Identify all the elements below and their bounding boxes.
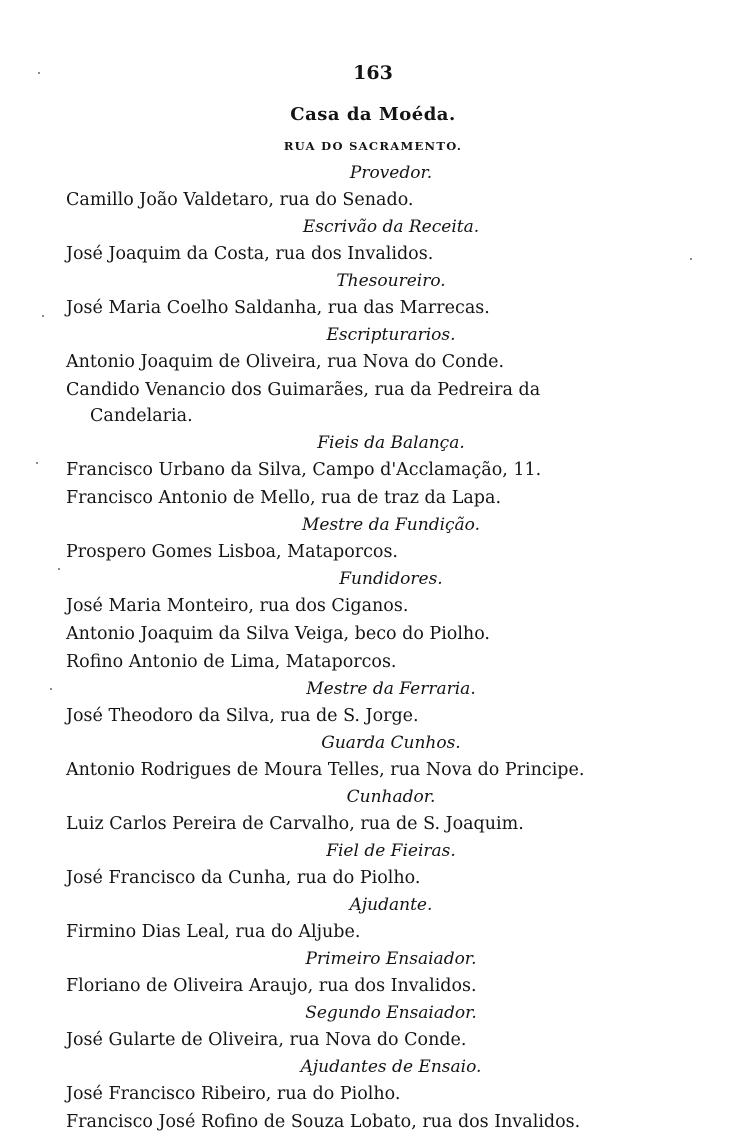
role-heading: Fiel de Fieiras. — [326, 841, 456, 861]
role-heading: Ajudantes de Ensaio. — [300, 1057, 482, 1077]
person-entry: José Maria Monteiro, rua dos Ciganos. — [66, 596, 409, 616]
scan-speck — [690, 258, 692, 260]
person-entry: Antonio Rodrigues de Moura Telles, rua Nova do Principe. — [66, 760, 585, 780]
person-entry: José Maria Coelho Saldanha, rua das Marrecas. — [66, 298, 490, 318]
person-entry: Candido Venancio dos Guimarães, rua da Pedreira da — [66, 380, 541, 400]
role-heading: Fieis da Balança. — [317, 433, 465, 453]
entry-continuation: Candelaria. — [90, 406, 193, 426]
role-heading: Guarda Cunhos. — [321, 733, 461, 753]
person-entry: José Theodoro da Silva, rua de S. Jorge. — [66, 706, 419, 726]
person-entry: Luiz Carlos Pereira de Carvalho, rua de S. Joaquim. — [66, 814, 524, 834]
person-entry: Francisco José Rofino de Souza Lobato, rua dos Invalidos. — [66, 1112, 581, 1132]
role-heading: Escrivão da Receita. — [302, 217, 480, 237]
person-entry: José Joaquim da Costa, rua dos Invalidos. — [66, 244, 434, 264]
person-entry: Camillo João Valdetaro, rua do Senado. — [66, 190, 414, 210]
role-heading: Provedor. — [349, 163, 433, 183]
person-entry: Antonio Joaquim de Oliveira, rua Nova do Conde. — [66, 352, 505, 372]
role-heading: Thesoureiro. — [336, 271, 446, 291]
scan-speck — [38, 72, 40, 74]
role-heading: Segundo Ensaiador. — [305, 1003, 477, 1023]
person-entry: Francisco Urbano da Silva, Campo d'Acclamação, 11. — [66, 460, 542, 480]
scan-speck — [36, 462, 38, 464]
person-entry: Rofino Antonio de Lima, Mataporcos. — [66, 652, 397, 672]
person-entry: Prospero Gomes Lisboa, Mataporcos. — [66, 542, 398, 562]
role-heading: Mestre da Fundição. — [301, 515, 481, 535]
role-heading: Ajudante. — [349, 895, 433, 915]
page-number: 163 — [353, 62, 393, 84]
page-title: Casa da Moéda. — [290, 104, 456, 125]
person-entry: Firmino Dias Leal, rua do Aljube. — [66, 922, 361, 942]
person-entry: Antonio Joaquim da Silva Veiga, beco do Piolho. — [66, 624, 490, 644]
person-entry: Floriano de Oliveira Araujo, rua dos Invalidos. — [66, 976, 477, 996]
scan-speck — [50, 688, 52, 690]
person-entry: Francisco Antonio de Mello, rua de traz da Lapa. — [66, 488, 502, 508]
person-entry: José Francisco Ribeiro, rua do Piolho. — [66, 1084, 401, 1104]
directory-entries — [0, 160, 746, 1136]
scan-speck — [58, 568, 60, 570]
scan-speck — [42, 315, 44, 317]
role-heading: Mestre da Ferraria. — [306, 679, 476, 699]
role-heading: Fundidores. — [339, 569, 443, 589]
role-heading: Cunhador. — [346, 787, 436, 807]
person-entry: José Gularte de Oliveira, rua Nova do Conde. — [66, 1030, 467, 1050]
role-heading: Primeiro Ensaiador. — [305, 949, 477, 969]
person-entry: José Francisco da Cunha, rua do Piolho. — [66, 868, 421, 888]
page-subtitle: RUA DO SACRAMENTO. — [283, 139, 463, 153]
role-heading: Escripturarios. — [326, 325, 456, 345]
